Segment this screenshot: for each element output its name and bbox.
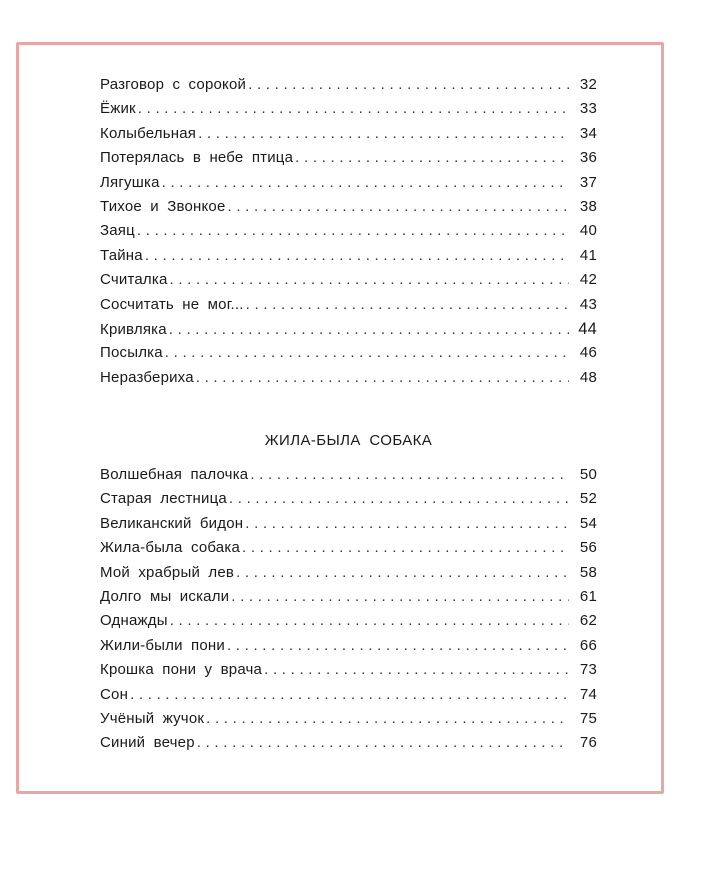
dot-leader bbox=[245, 515, 569, 532]
dot-leader bbox=[196, 369, 569, 386]
toc-entry-page: 66 bbox=[579, 636, 597, 654]
toc-entry-title: Волшебная палочка bbox=[100, 466, 249, 483]
toc-entry[interactable] bbox=[100, 734, 597, 758]
toc-entry-title: Учёный жучок bbox=[100, 709, 205, 727]
toc-entry-page: 76 bbox=[579, 734, 597, 752]
toc-entry-page: 62 bbox=[579, 612, 597, 630]
toc-entry[interactable] bbox=[100, 76, 597, 100]
toc-entry[interactable] bbox=[100, 344, 597, 368]
toc-entry-page: 48 bbox=[579, 368, 597, 386]
toc-entry-title: Великанский бидон bbox=[100, 514, 244, 532]
toc-entry-page: 52 bbox=[579, 490, 597, 508]
toc-entry-title: Неразбериха bbox=[100, 368, 194, 386]
toc-entry-page: 33 bbox=[579, 100, 597, 118]
dot-leader bbox=[231, 588, 569, 605]
toc-entry[interactable] bbox=[100, 564, 597, 588]
toc-entry[interactable] bbox=[100, 174, 597, 198]
toc-entry-title: Колыбельная bbox=[100, 124, 197, 142]
toc-entry-title: Посылка bbox=[100, 344, 163, 362]
toc-entry-title: Разговор с сорокой bbox=[100, 76, 247, 93]
toc-entry[interactable] bbox=[100, 222, 597, 246]
toc-entry-page: 75 bbox=[579, 709, 597, 727]
toc-entry[interactable] bbox=[100, 320, 597, 344]
toc-section-1 bbox=[100, 76, 597, 393]
toc-entry-title: Кривляка bbox=[100, 320, 167, 338]
toc-entry-page: 42 bbox=[579, 271, 597, 289]
toc-entry-page: 37 bbox=[579, 173, 597, 191]
dot-leader bbox=[229, 490, 569, 507]
dot-leader bbox=[228, 198, 569, 215]
toc-entry-title: Потерялась в небе птица bbox=[100, 149, 294, 167]
toc-entry[interactable] bbox=[100, 710, 597, 734]
toc-entry-page: 32 bbox=[579, 76, 597, 93]
toc-entry[interactable] bbox=[100, 247, 597, 271]
toc-entry-title: Крошка пони у врача bbox=[100, 661, 263, 679]
toc-entry-title: Сосчитать не мог... bbox=[100, 295, 244, 313]
toc-entry[interactable] bbox=[100, 125, 597, 149]
toc-entry-title: Считалка bbox=[100, 271, 168, 289]
toc-entry-page: 34 bbox=[579, 124, 597, 142]
toc-entry-page: 36 bbox=[579, 149, 597, 167]
dot-leader bbox=[162, 174, 569, 191]
dot-leader bbox=[170, 271, 570, 288]
toc-entry[interactable] bbox=[100, 588, 597, 612]
toc-entry-title: Ёжик bbox=[100, 100, 136, 118]
toc-entry-title: Жила-была собака bbox=[100, 539, 240, 557]
toc-entry[interactable] bbox=[100, 466, 597, 490]
toc-entry-page: 40 bbox=[579, 222, 597, 240]
dot-leader bbox=[246, 296, 569, 313]
toc-entry-title: Мой храбрый лев bbox=[100, 563, 235, 581]
toc-entry-title: Лягушка bbox=[100, 173, 160, 191]
dot-leader bbox=[137, 222, 569, 239]
toc-entry-title: Долго мы искали bbox=[100, 587, 230, 605]
section-heading: ЖИЛА-БЫЛА СОБАКА bbox=[264, 432, 433, 449]
toc-entry-page: 41 bbox=[579, 246, 597, 264]
toc-entry[interactable] bbox=[100, 369, 597, 393]
toc-entry-page: 74 bbox=[579, 685, 597, 703]
toc-entry[interactable] bbox=[100, 612, 597, 636]
toc-entry-title: Тайна bbox=[100, 246, 143, 264]
toc-entry-page: 38 bbox=[579, 197, 597, 215]
toc-entry[interactable] bbox=[100, 661, 597, 685]
toc-entry-page: 46 bbox=[579, 344, 597, 362]
toc-entry-title: Старая лестница bbox=[100, 490, 227, 508]
dot-leader bbox=[138, 100, 569, 117]
toc-entry-title: Однажды bbox=[100, 612, 168, 630]
toc-entry-title: Сон bbox=[100, 685, 129, 703]
dot-leader bbox=[242, 539, 569, 556]
toc-entry-page: 73 bbox=[579, 661, 597, 679]
dot-leader bbox=[295, 149, 569, 166]
toc-entry-title: Тихое и Звонкое bbox=[100, 197, 226, 215]
toc-entry[interactable] bbox=[100, 198, 597, 222]
toc-entry[interactable] bbox=[100, 100, 597, 124]
toc-entry[interactable] bbox=[100, 539, 597, 563]
dot-leader bbox=[264, 661, 569, 678]
toc-entry[interactable] bbox=[100, 686, 597, 710]
dot-leader bbox=[145, 247, 569, 264]
toc-entry-title: Заяц bbox=[100, 222, 135, 240]
toc-section-2 bbox=[100, 466, 597, 759]
toc-entry-page: 54 bbox=[579, 514, 597, 532]
toc-entry[interactable] bbox=[100, 490, 597, 514]
toc-entry-title: Жили-были пони bbox=[100, 636, 225, 654]
toc-entry-page: 61 bbox=[579, 587, 597, 605]
toc-entry[interactable] bbox=[100, 149, 597, 173]
toc-entry[interactable] bbox=[100, 296, 597, 320]
toc-entry-page: 56 bbox=[579, 539, 597, 557]
dot-leader bbox=[206, 710, 569, 727]
dot-leader bbox=[165, 344, 569, 361]
toc-entry[interactable] bbox=[100, 515, 597, 539]
toc-entry[interactable] bbox=[100, 271, 597, 295]
dot-leader bbox=[236, 564, 569, 581]
toc-entry-page: 58 bbox=[579, 563, 597, 581]
toc-entry-page: 50 bbox=[579, 466, 597, 483]
dot-leader bbox=[227, 637, 569, 654]
dot-leader bbox=[198, 125, 569, 142]
dot-leader bbox=[130, 686, 569, 703]
toc-entry-page: 44 bbox=[578, 319, 597, 338]
toc-entry[interactable] bbox=[100, 637, 597, 661]
dot-leader bbox=[169, 321, 569, 338]
dot-leader bbox=[197, 734, 569, 751]
dot-leader bbox=[170, 612, 569, 629]
dot-leader bbox=[248, 76, 569, 93]
toc-entry-page: 43 bbox=[579, 295, 597, 313]
toc-entry-title: Синий вечер bbox=[100, 734, 195, 752]
dot-leader bbox=[250, 466, 569, 483]
